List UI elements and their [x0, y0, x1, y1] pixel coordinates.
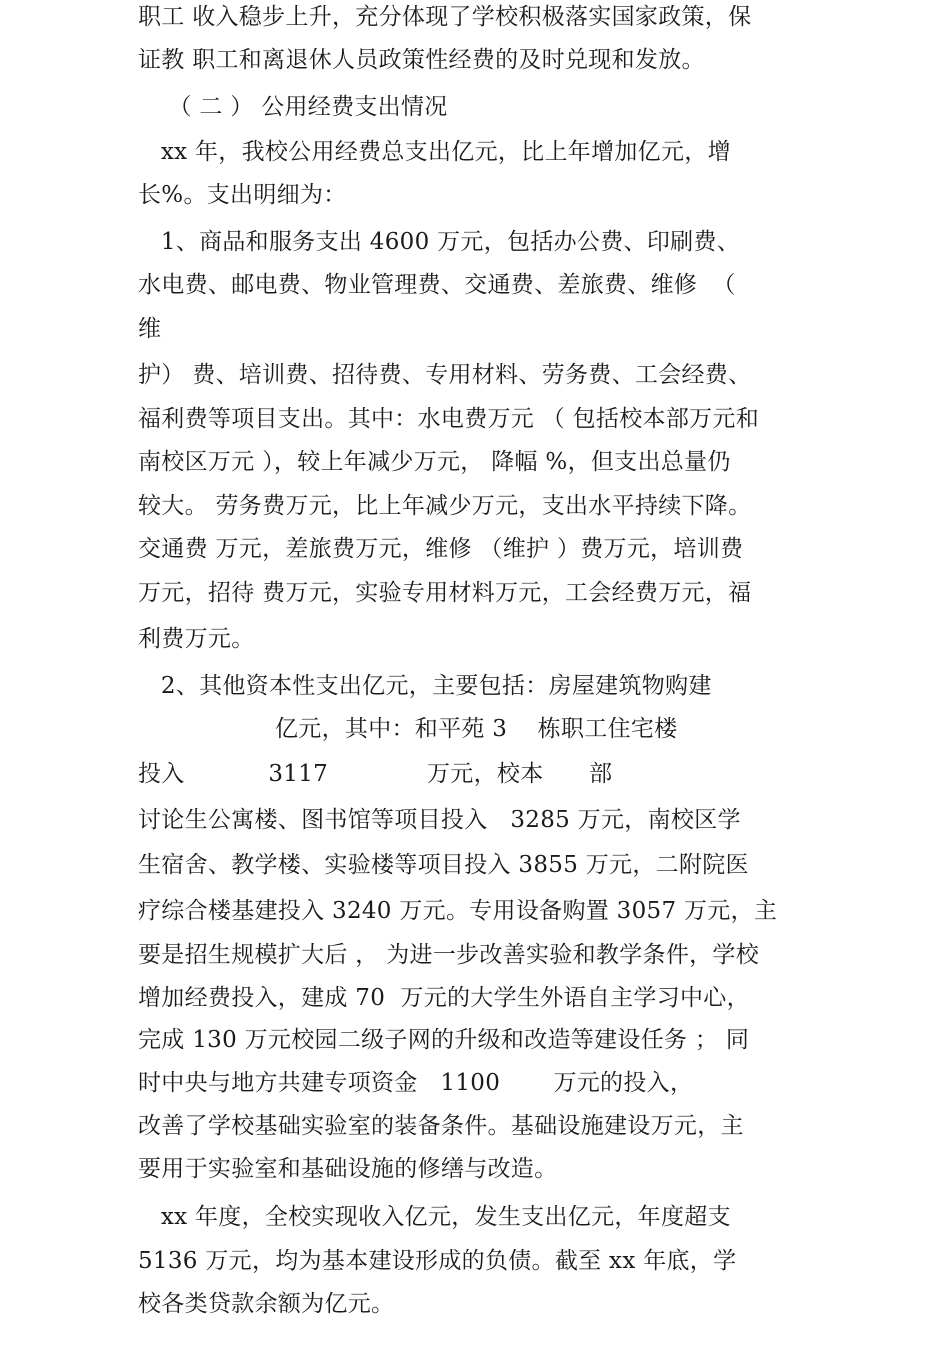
- text-line: 疗综合楼基建投入 3240 万元。专用设备购置 3057 万元，主: [138, 898, 778, 924]
- text-line: 长%。支出明细为：: [138, 182, 347, 208]
- text-line: xx 年度，全校实现收入亿元，发生支出亿元，年度超支: [138, 1204, 731, 1230]
- text-line: 要是招生规模扩大后 ， 为进一步改善实验和教学条件，学校: [138, 942, 760, 968]
- text-line: 投入 3117 万元，校本 部: [138, 761, 613, 787]
- text-line: 完成 130 万元校园二级子网的升级和改造等建设任务 ； 同: [138, 1027, 750, 1053]
- text-line: 福利费等项目支出。其中：水电费万元 （ 包括校本部万元和: [138, 406, 760, 432]
- text-line: 校各类贷款余额为亿元。: [138, 1291, 395, 1317]
- text-line: 时中央与地方共建专项资金 1100 万元的投入，: [138, 1070, 694, 1096]
- text-line: 1、商品和服务支出 4600 万元，包括办公费、印刷费、: [138, 229, 741, 255]
- text-line: 增加经费投入，建成 70 万元的大学生外语自主学习中心，: [138, 985, 750, 1011]
- text-line: 水电费、邮电费、物业管理费、交通费、差旅费、维修 （: [138, 272, 736, 298]
- text-line: 护） 费、培训费、招待费、专用材料、劳务费、工会经费、: [138, 362, 752, 388]
- text-line: 5136 万元，均为基本建设形成的负债。截至 xx 年底，学: [138, 1248, 737, 1274]
- text-line: 亿元，其中：和平苑 3 栋职工住宅楼: [138, 716, 678, 742]
- text-line: 万元，招待 费万元，实验专用材料万元，工会经费万元，福: [138, 580, 752, 606]
- text-line: 讨论生公寓楼、图书馆等项目投入 3285 万元，南校区学: [138, 807, 741, 833]
- text-line: 维: [138, 316, 162, 342]
- text-line: 证教 职工和离退休人员政策性经费的及时兑现和发放。: [138, 47, 705, 73]
- text-line: 2、其他资本性支出亿元，主要包括：房屋建筑物购建: [138, 673, 712, 699]
- text-line: 南校区万元 ），较上年减少万元， 降幅 %，但支出总量仍: [138, 449, 731, 475]
- text-line: 职工 收入稳步上升，充分体现了学校积极落实国家政策，保: [138, 4, 752, 30]
- text-line: 生宿舍、教学楼、实验楼等项目投入 3855 万元，二附院医: [138, 852, 749, 878]
- text-line: 交通费 万元，差旅费万元，维修 （维护 ）费万元，培训费: [138, 536, 744, 562]
- text-line: 较大。 劳务费万元，比上年减少万元，支出水平持续下降。: [138, 493, 752, 519]
- section-heading: （ 二 ） 公用经费支出情况: [138, 94, 448, 120]
- text-line: 利费万元。: [138, 626, 255, 652]
- text-line: 要用于实验室和基础设施的修缮与改造。: [138, 1156, 558, 1182]
- text-line: xx 年，我校公用经费总支出亿元，比上年增加亿元，增: [138, 139, 731, 165]
- text-line: 改善了学校基础实验室的装备条件。基础设施建设万元，主: [138, 1113, 744, 1139]
